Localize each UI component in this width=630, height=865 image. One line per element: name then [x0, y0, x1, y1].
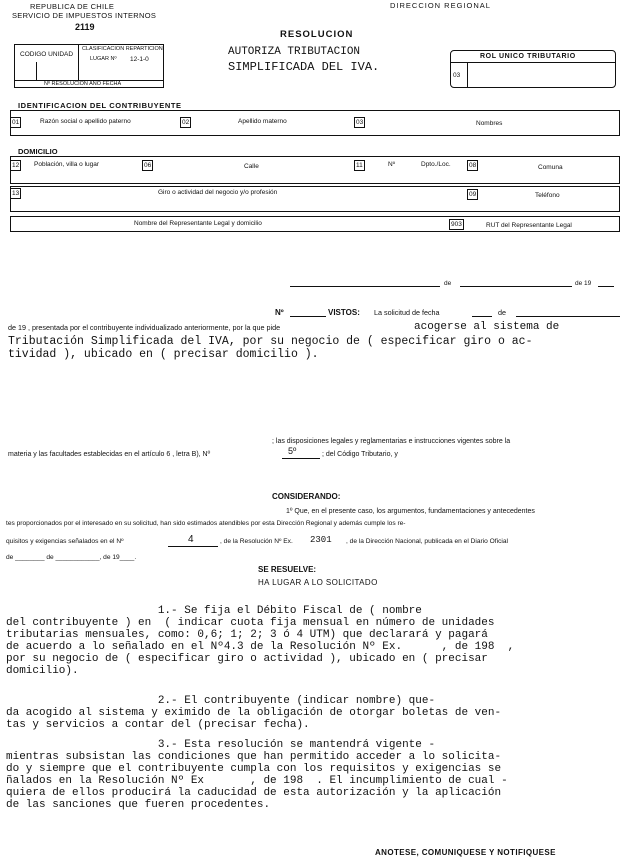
field-11: 11 — [356, 162, 363, 169]
p1-line: tributarias mensuales, como: 0,6; 1; 2; 3 ó 4 UTM) que declarará y pagará — [6, 629, 488, 641]
date-de: de — [444, 280, 452, 287]
field-12-label: Población, villa o lugar — [34, 161, 100, 168]
vistos-blank-1 — [472, 316, 492, 317]
vistos-number-blank — [290, 316, 326, 317]
p2-line: da acogido al sistema y eximido de la obligación de otorgar boletas de ven- — [6, 707, 502, 719]
p3-line: do y siempre que el contribuyente cumpla con los requisitos y exigencias se — [6, 763, 502, 775]
vistos-text-1: La solicitud de fecha — [374, 308, 440, 317]
contribuyente-title: IDENTIFICACION DEL CONTRIBUYENTE — [18, 101, 182, 110]
legal-line-2a: materia y las facultades establecidas en el artículo 6 , letra B), Nº — [8, 451, 211, 458]
field-13: 13 — [12, 190, 20, 197]
row-giro-box — [10, 186, 620, 212]
legal-line-2-num: 5º — [288, 446, 297, 456]
p2-line: 2.- El contribuyente (indicar nombre) que- — [6, 695, 436, 707]
p1-line: del contribuyente ) en ( indicar cuota fija mensual en número de unidades — [6, 617, 495, 629]
p3-line: mientras subsistan las condiciones que han permitido acceder a lo solicita- — [6, 751, 502, 763]
regional-direction: DIRECCION REGIONAL — [390, 1, 491, 10]
field-03-label: Nombres — [476, 120, 503, 127]
subject-line-2: SIMPLIFICADA DEL IVA. — [228, 60, 380, 74]
document-title: RESOLUCION — [280, 29, 354, 40]
field-01-label: Razón social o apellido paterno — [40, 118, 131, 125]
resuelve-paragraph-1 — [6, 593, 514, 689]
considerando-line-3a: quisitos y exigencias señalados en el Nº — [6, 538, 124, 545]
field-02-label: Apellido materno — [238, 118, 287, 125]
field-903: 903 — [451, 221, 462, 228]
p1-line: por su negocio de ( especificar giro o actividad ), ubicado en ( precisar — [6, 653, 488, 665]
code-unidad-label: CODIGO UNIDAD — [20, 51, 74, 58]
p1-line: 1.- Se fija el Débito Fiscal de ( nombre — [6, 605, 422, 617]
subject-line-1: AUTORIZA TRIBUTACION — [228, 46, 361, 58]
row-domicilio-box — [10, 156, 620, 184]
considerando-line-3-num: 4 — [188, 534, 194, 545]
field-903-label: RUT del Representante Legal — [486, 222, 572, 229]
field-06: 06 — [144, 162, 152, 169]
considerando-line-4: de ________ de ____________, de 19____. — [6, 554, 137, 561]
date-year: de 19 — [575, 280, 592, 287]
vistos-line-3: Tributación Simplificada del IVA, por su negocio de ( especificar giro o ac- — [8, 335, 533, 348]
rut-box-divider — [467, 62, 468, 88]
service-name: SERVICIO DE IMPUESTOS INTERNOS — [12, 11, 157, 20]
closing-text: ANOTESE, COMUNIQUESE Y NOTIFIQUESE — [375, 848, 556, 857]
date-blank-1 — [290, 286, 440, 287]
field-12: 12 — [12, 162, 20, 169]
considerando-num-blank — [168, 546, 218, 547]
rut-title: ROL UNICO TRIBUTARIO — [480, 53, 576, 60]
field-06-label: Calle — [244, 163, 259, 170]
vistos-number: Nº — [275, 308, 284, 317]
country-name: REPUBLICA DE CHILE — [30, 2, 115, 11]
field-01: 01 — [12, 119, 20, 126]
rut-box-hline — [450, 62, 616, 63]
clasificacion-label: CLASIFICACION REPARTICION — [82, 46, 163, 52]
field-03: 03 — [356, 119, 364, 126]
code-box-divider-2 — [36, 62, 37, 80]
considerando-title: CONSIDERANDO: — [272, 492, 341, 501]
vistos-blank-2 — [516, 316, 620, 317]
form-number: 2119 — [75, 22, 95, 32]
rut-field-num: 03 — [453, 72, 461, 79]
considerando-line-3-ex: 2301 — [310, 535, 332, 545]
field-02: 02 — [182, 119, 190, 126]
field-09-label: Teléfono — [535, 192, 560, 199]
field-09: 09 — [469, 191, 477, 198]
vistos-title: VISTOS: — [328, 308, 360, 317]
vistos-text-2: de — [498, 308, 506, 317]
considerando-line-3c: , de la Dirección Nacional, publicada en el Diario Oficial — [346, 538, 508, 545]
legal-num-blank — [282, 458, 320, 459]
p3-line: de las sanciones que fueren procedentes. — [6, 799, 271, 811]
resuelve-title: SE RESUELVE: — [258, 565, 317, 574]
field-13-label: Giro o actividad del negocio y/o profesión — [158, 189, 278, 196]
lugar-label: LUGAR Nº — [90, 56, 117, 62]
p1-line: domicilio). — [6, 665, 79, 677]
resuelve-paragraph-3 — [6, 727, 508, 823]
domicilio-title: DOMICILIO — [18, 147, 58, 156]
p3-line: 3.- Esta resolución se mantendrá vigente - — [6, 739, 436, 751]
date-blank-2 — [460, 286, 572, 287]
lugar-value: 12-1-0 — [130, 56, 149, 63]
field-dpto-label: Dpto./Loc. — [421, 161, 451, 168]
vistos-line-2: de 19 , presentada por el contribuyente individualizado anteriormente, por la que pide — [8, 323, 281, 332]
p2-line: tas y servicios a contar del (precisar fecha). — [6, 719, 310, 731]
rep-label: Nombre del Representante Legal y domicilio — [134, 220, 262, 227]
p3-line: quiera de ellos producirá la caducidad de esta autorización y la aplicación — [6, 787, 502, 799]
resolucion-label: Nº RESOLUCION AÑO FECHA — [44, 81, 122, 87]
considerando-line-3b: , de la Resolución Nº Ex. — [220, 538, 293, 545]
date-blank-3 — [598, 286, 614, 287]
vistos-line-4: tividad ), ubicado en ( precisar domicilio ). — [8, 348, 319, 361]
considerando-line-1: 1º Que, en el presente caso, los argumentos, fundamentaciones y antecedentes — [286, 508, 535, 515]
field-11-label: Nº — [388, 161, 396, 168]
legal-line-1: ; las disposiciones legales y reglamentarias e instrucciones vigentes sobre la — [272, 438, 511, 445]
considerando-line-2: tes proporcionados por el interesado en su solicitud, han sido estimados atendibles por esta Dirección Regional y además cumple los re- — [6, 520, 406, 527]
field-08: 08 — [469, 162, 477, 169]
p1-line: de acuerdo a lo señalado en el Nº4.3 de la Resolución Nº Ex. , de 198 , — [6, 641, 515, 653]
p3-line: ñalados en la Resolución Nº Ex , de 198 . El incumplimiento de cual - — [6, 775, 508, 787]
resuelve-subtitle: HA LUGAR A LO SOLICITADO — [258, 578, 378, 587]
code-box-divider — [78, 44, 79, 80]
vistos-line-2-mono: acogerse al sistema de — [414, 321, 560, 333]
legal-line-2b: ; del Código Tributario, y — [322, 451, 398, 458]
field-08-label: Comuna — [538, 164, 563, 171]
